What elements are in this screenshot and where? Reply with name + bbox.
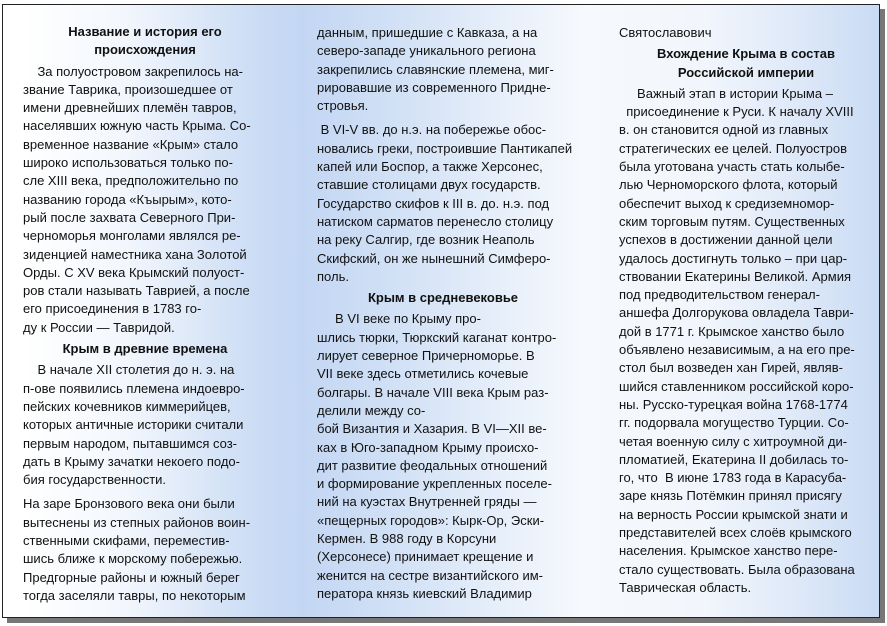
text-line: зиденцией наместника хана Золотой	[23, 246, 247, 262]
text-line: Предгорные районы и южный берег	[23, 569, 240, 585]
text-line: лирует северное Причерноморье. В	[317, 348, 535, 364]
paragraph	[23, 63, 267, 337]
text-line: дит развитие феодальных отношений	[317, 457, 548, 473]
text-line: вытеснены из степных районов воин-	[23, 514, 251, 530]
text-line: стало существовать. Была образована	[619, 561, 855, 577]
text-line: имени древнейших племён тавров,	[23, 100, 237, 116]
text-line: широко использоваться только по-	[23, 155, 233, 171]
text-line: шись ближе к морскому побережью.	[23, 551, 243, 567]
text-line: под предводительством генерал-	[619, 287, 820, 303]
text-line: в. он становится одной из главных	[619, 122, 829, 138]
paragraph	[23, 361, 267, 489]
page-frame	[2, 4, 880, 618]
text-line: бия государственности.	[23, 472, 167, 488]
text-line: присоединение к Руси. К началу XVIII	[619, 104, 854, 120]
paragraph	[23, 495, 267, 605]
text-line: обеспечит выход к средиземномор-	[619, 195, 835, 211]
heading-line: Российской империи	[677, 64, 815, 80]
text-line: на верность России крымской знати и	[619, 506, 848, 522]
text-line: закрепились славянские племена, миг-	[317, 61, 554, 77]
text-line: черноморья монголами являлся ре-	[23, 228, 241, 244]
heading-line: происхождения	[94, 42, 196, 58]
text-line: болгары. В начале VIII века Крым раз-	[317, 384, 549, 400]
text-line: заре князь Потёмкин принял присягу	[619, 488, 842, 504]
text-line: на реку Салгир, где возник Неаполь	[317, 232, 535, 248]
text-line: аншефа Долгорукова овладела Таври-	[619, 305, 854, 321]
text-line: пейских кочевников киммерийцев,	[23, 398, 231, 414]
text-line: делили между со-	[317, 402, 426, 418]
text-line: В VI-V вв. до н.э. на побережье обос-	[317, 122, 547, 138]
text-line: ду к России — Тавридой.	[23, 319, 175, 335]
paragraph	[619, 24, 873, 42]
text-line: ператора князь киевский Владимир	[317, 585, 532, 601]
text-line: шийся ставленником российской коро-	[619, 378, 854, 394]
heading-line: Крым в древние времена	[62, 341, 228, 357]
text-line: стратегических ее целей. Полуостров	[619, 140, 847, 156]
text-line: Святославович	[619, 25, 712, 40]
text-line: сле XIII века, предположительно по	[23, 173, 239, 189]
text-line: и формирование укрепленных поселе-	[317, 476, 552, 492]
text-line: Таврическая область.	[619, 579, 752, 595]
section-heading	[23, 340, 267, 358]
text-line: женится на сестре византийского им-	[317, 567, 544, 583]
text-line: северо-западе уникального региона	[317, 43, 536, 59]
text-line: Важный этап в истории Крыма –	[619, 85, 833, 101]
text-line: дой в 1771 г. Крымское ханство было	[619, 323, 845, 339]
column-3	[619, 24, 873, 597]
text-line: временное название «Крым» стало	[23, 136, 239, 152]
text-line: успехов в достижении данной цели	[619, 232, 833, 248]
text-line: Орды. С XV века Крымский полуост-	[23, 264, 245, 280]
text-line: ским торговым путям. Существенных	[619, 213, 845, 229]
text-line: «пещерных городов»: Кырк-Ор, Эски-	[317, 512, 545, 528]
text-line: На заре Бронзового века они были	[23, 496, 235, 512]
text-line: стровья.	[317, 98, 369, 114]
text-line: го, что В июне 1783 года в Карасуба-	[619, 470, 847, 486]
text-line: рый после захвата Северного При-	[23, 209, 236, 225]
text-line: данным, пришедшие с Кавказа, а на	[317, 25, 538, 40]
text-line: Государство скифов к III в. до. н.э. под	[317, 195, 550, 211]
text-line: (Херсонесе) принимает крещение и	[317, 549, 534, 565]
paragraph	[317, 121, 573, 286]
text-line: населявших южную часть Крыма. Со-	[23, 118, 251, 134]
text-line: четая военную силу с хитроумной ди-	[619, 433, 848, 449]
text-line: представителей всех слоёв крымского	[619, 525, 852, 541]
paragraph	[619, 85, 873, 597]
text-line: его присоединения в 1783 го-	[23, 301, 202, 317]
text-line: стол был возведен хан Гирей, являв-	[619, 360, 843, 376]
text-line: лью Черноморского флота, который	[619, 177, 838, 193]
text-line: VII веке здесь отметились кочевые	[317, 366, 529, 382]
text-line: дать в Крыму зачатки некоего подо-	[23, 453, 240, 469]
text-line: ственными скифами, переместив-	[23, 533, 230, 549]
text-line: звание Таврика, произошедшее от	[23, 81, 233, 97]
text-line: ках в Юго-западном Крыму происхо-	[317, 439, 539, 455]
text-line: объявлено независимым, а на его пре-	[619, 342, 855, 358]
text-line: В VI веке по Крыму про-	[317, 311, 481, 327]
text-line: ний на куэстах Внутренней гряды —	[317, 494, 537, 510]
text-line: пломатией, Екатерина II добилась то-	[619, 451, 849, 467]
text-line: которых античные историки считали	[23, 417, 244, 433]
heading-line: Вхождение Крыма в состав	[657, 46, 835, 62]
section-heading	[23, 23, 267, 60]
section-heading	[317, 289, 569, 307]
text-line: Кермен. В 988 году в Корсуни	[317, 531, 497, 547]
text-line: гг. подорвала могущество Турции. Со-	[619, 415, 849, 431]
text-line: бой Византия и Хазария. В VI—XII ве-	[317, 421, 547, 437]
heading-line: Название и история его	[68, 24, 222, 39]
column-2	[317, 24, 573, 603]
text-line: тогда заселяли тавры, по некоторым	[23, 587, 246, 603]
text-line: поль.	[317, 268, 349, 284]
text-line: была уготована участь стать колыбе-	[619, 159, 845, 175]
text-line: удалось достигнуть только – при цар-	[619, 250, 848, 266]
text-line: Скифский, он же нынешний Симферо-	[317, 250, 551, 266]
text-line: п-ове появились племена индоевро-	[23, 380, 245, 396]
paragraph	[317, 310, 569, 603]
paragraph	[317, 24, 569, 115]
text-line: первым народом, пытавшимся соз-	[23, 435, 237, 451]
text-line: капей или Боспор, а также Херсонес,	[317, 159, 543, 175]
text-line: рировавшие из современного Придне-	[317, 79, 551, 95]
text-line: ставшие столицами двух государств.	[317, 177, 541, 193]
heading-line: Крым в средневековье	[367, 290, 519, 306]
text-line: новались греки, построившие Пантикапей	[317, 140, 573, 156]
text-line: ны. Русско-турецкая война 1768-1774	[619, 396, 848, 412]
text-line: шлись тюрки, Тюркский каганат контро-	[317, 329, 557, 345]
text-line: В начале XII столетия до н. э. на	[23, 362, 235, 378]
text-line: ствовании Екатерины Великой. Армия	[619, 268, 852, 284]
text-line: ров стали называть Таврией, а после	[23, 283, 250, 299]
text-line: За полуостровом закрепилось на-	[23, 63, 243, 79]
text-line: населения. Крымское ханство пере-	[619, 543, 838, 559]
text-line: натиском сарматов перенесло столицу	[317, 213, 554, 229]
column-1	[23, 23, 267, 605]
section-heading	[619, 45, 873, 82]
text-line: названию города «Къырым», кото-	[23, 191, 232, 207]
